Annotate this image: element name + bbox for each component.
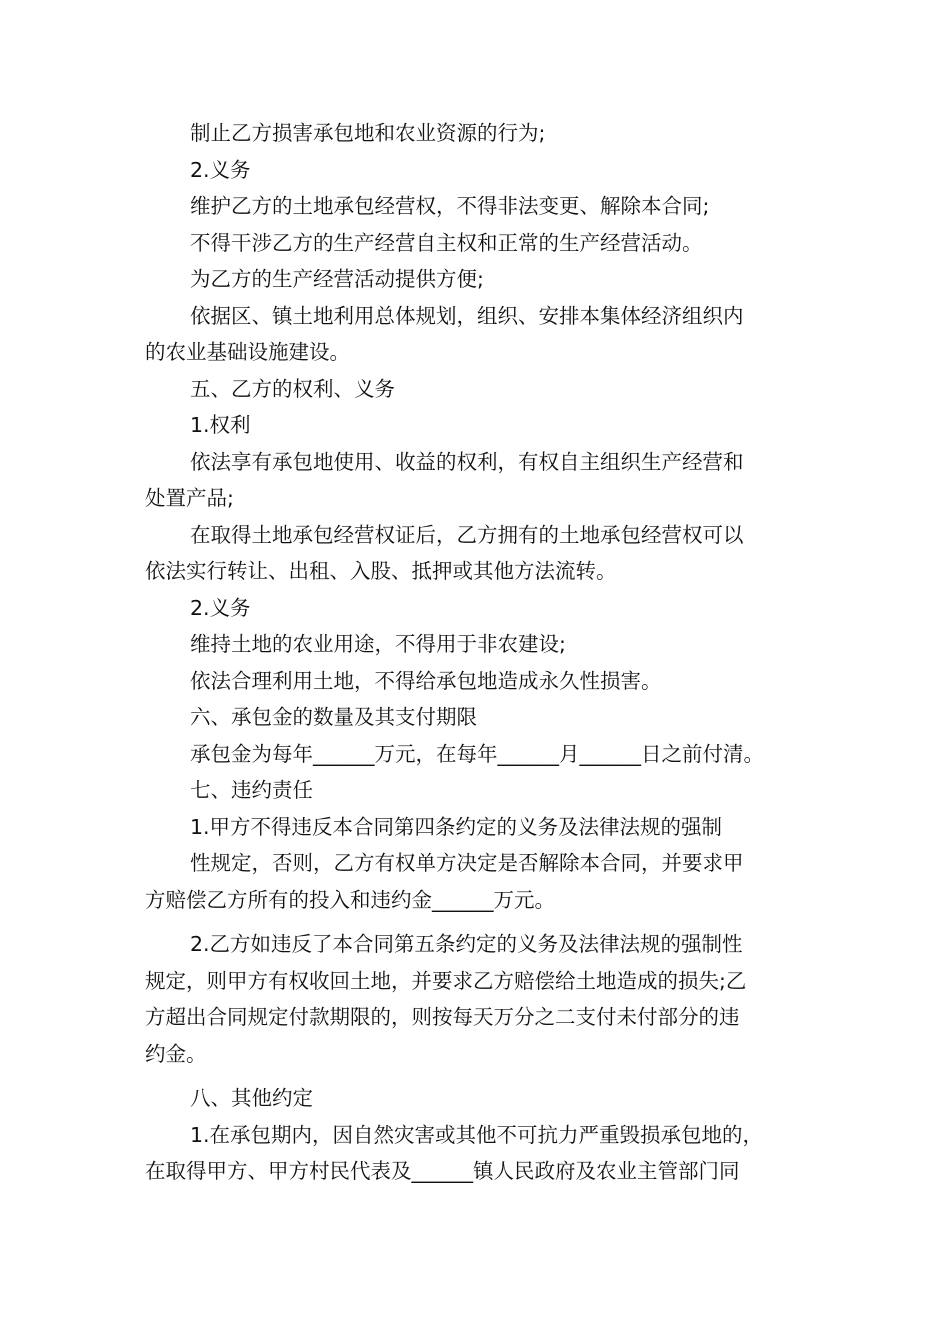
- text-line: 维持土地的农业用途，不得用于非农建设;: [190, 632, 566, 656]
- section-heading: 2.义务: [190, 595, 251, 620]
- text-line: 性规定，否则，乙方有权单方决定是否解除本合同，并要求甲: [190, 851, 744, 875]
- text-line: 1.甲方不得违反本合同第四条约定的义务及法律法规的强制: [190, 814, 723, 839]
- paragraph-gap: [145, 918, 810, 926]
- text-line: 依法享有承包地使用、收益的权利，有权自主组织生产经营和: [190, 449, 744, 474]
- document-body: [145, 115, 810, 1190]
- text-line: 制止乙方损害承包地和农业资源的行为;: [190, 121, 546, 145]
- section-heading: 六、承包金的数量及其支付期限: [190, 705, 477, 729]
- text-line: 为乙方的生产经营活动提供方便;: [190, 267, 484, 291]
- section-heading: 1.权利: [190, 413, 251, 437]
- text-line: 1.在承包期内，因自然灾害或其他不可抗力严重毁损承包地的，: [190, 1122, 764, 1147]
- paragraph-gap: [145, 1072, 810, 1080]
- text-line: 维护乙方的土地承包经营权，不得非法变更、解除本合同;: [190, 194, 710, 218]
- text-line: 在取得甲方、甲方村民代表及______镇人民政府及农业主管部门同: [145, 1159, 740, 1183]
- text-line: 方超出合同规定付款期限的，则按每天万分之二支付未付部分的违: [145, 1005, 740, 1029]
- text-line: 约金。: [145, 1041, 207, 1066]
- text-line: 在取得土地承包经营权证后，乙方拥有的土地承包经营权可以: [190, 522, 744, 547]
- section-heading: 五、乙方的权利、义务: [190, 376, 395, 401]
- text-line: 2.乙方如违反了本合同第五条约定的义务及法律法规的强制性: [190, 932, 743, 956]
- text-line: 依法合理利用土地，不得给承包地造成永久性损害。: [190, 668, 662, 693]
- text-line: 方赔偿乙方所有的投入和违约金______万元。: [145, 887, 555, 912]
- section-heading: 八、其他约定: [190, 1086, 313, 1110]
- section-heading: 2.义务: [190, 157, 251, 182]
- text-line: 的农业基础设施建设。: [145, 340, 350, 364]
- text-line: 承包金为每年______万元，在每年______月______日之前付清。: [190, 741, 764, 766]
- text-line: 处置产品;: [145, 486, 234, 510]
- section-heading: 七、违约责任: [190, 778, 313, 802]
- text-line: 依据区、镇土地利用总体规划，组织、安排本集体经济组织内: [190, 303, 744, 328]
- text-line: 不得干涉乙方的生产经营自主权和正常的生产经营活动。: [190, 230, 703, 255]
- text-line: 规定，则甲方有权收回土地，并要求乙方赔偿给土地造成的损失;乙: [145, 968, 747, 993]
- text-line: 依法实行转让、出租、入股、抵押或其他方法流转。: [145, 559, 617, 583]
